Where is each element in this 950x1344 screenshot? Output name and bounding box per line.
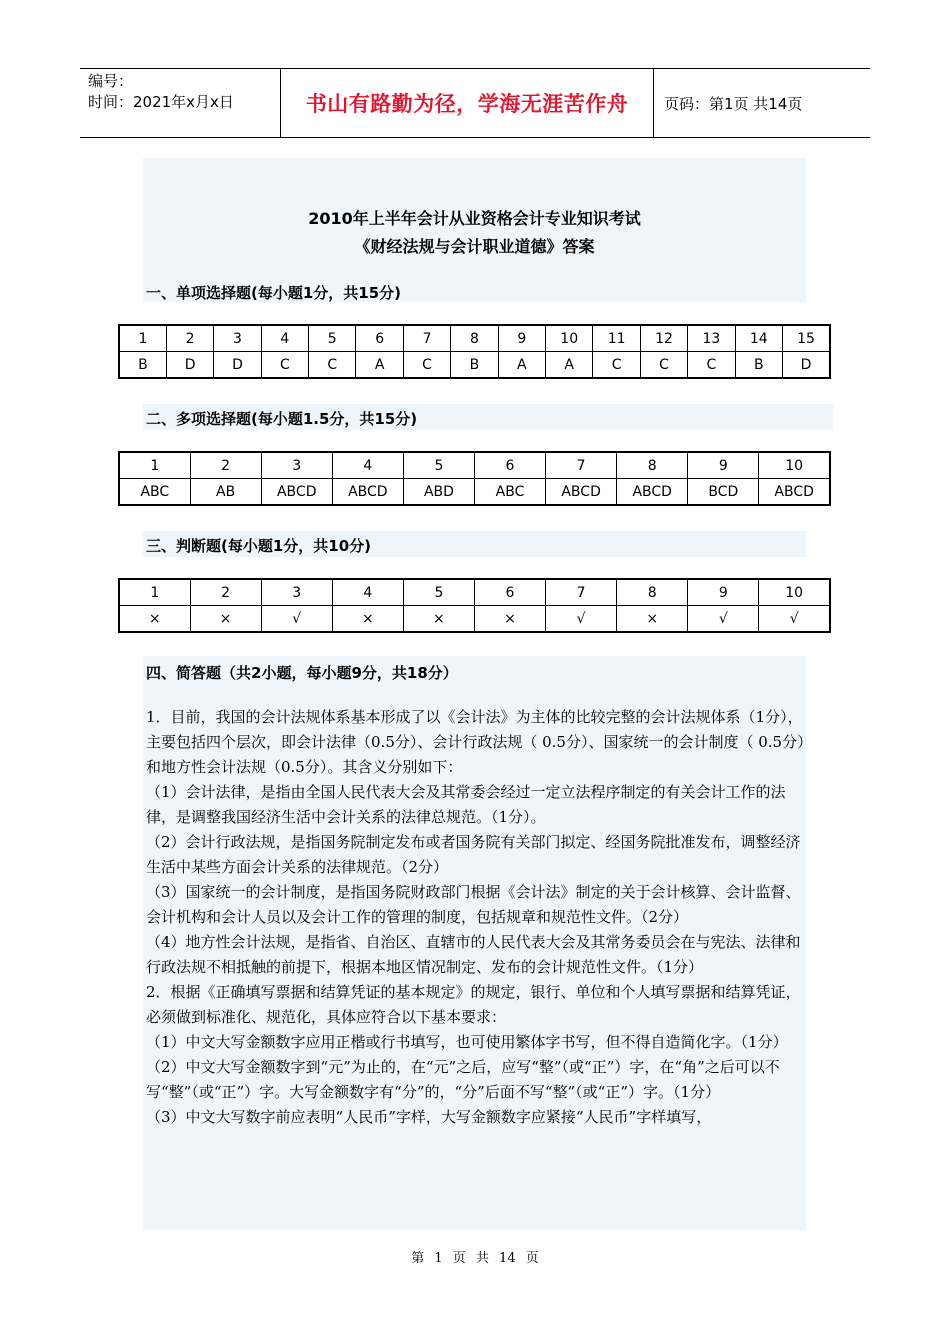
table-cell: 8 xyxy=(617,579,688,606)
table-cell: 10 xyxy=(546,325,593,352)
table-cell: 6 xyxy=(356,325,403,352)
table-cell: × xyxy=(474,606,545,633)
table-cell: 2 xyxy=(190,579,261,606)
table-cell: 5 xyxy=(403,579,474,606)
table-cell: 11 xyxy=(593,325,640,352)
table-cell: D xyxy=(166,352,213,379)
doc-title-line1: 2010年上半年会计从业资格会计专业知识考试 xyxy=(308,209,641,228)
table-cell: A xyxy=(356,352,403,379)
table-cell: A xyxy=(498,352,545,379)
section1-number-row xyxy=(119,325,830,352)
table-cell: B xyxy=(451,352,498,379)
section1-heading: 一、单项选择题(每小题1分，共15分) xyxy=(146,284,402,302)
section2-answer-row xyxy=(119,479,830,506)
table-cell: 4 xyxy=(261,325,308,352)
table-cell: 8 xyxy=(617,452,688,479)
table-cell: ABC xyxy=(119,479,190,506)
table-cell: 14 xyxy=(735,325,782,352)
table-cell: 10 xyxy=(759,579,830,606)
table-cell: C xyxy=(261,352,308,379)
table-cell: 15 xyxy=(782,325,830,352)
table-cell: ABCD xyxy=(759,479,830,506)
para-5: （4）地方性会计法规，是指省、自治区、直辖市的人民代表大会及其常务委员会在与宪法、法律和行政法规不相抵触的前提下，根据本地区情况制定、发布的会计规范性文件。（1分） xyxy=(146,933,801,976)
table-cell: 1 xyxy=(119,579,190,606)
para-4: （3）国家统一的会计制度，是指国务院财政部门根据《会计法》制定的关于会计核算、会计监督、会计机构和会计人员以及会计工作的管理的制度，包括规章和规范性文件。（2分） xyxy=(146,883,801,926)
table-cell: 1 xyxy=(119,325,166,352)
shade-title xyxy=(143,158,806,302)
section3-heading: 三、判断题(每小题1分，共10分) xyxy=(146,537,372,555)
table-cell: × xyxy=(332,606,403,633)
para-7: （1）中文大写金额数字应用正楷或行书填写，也可使用繁体字书写，但不得自造简化字。（1分） xyxy=(146,1033,788,1051)
table-cell: ABCD xyxy=(332,479,403,506)
table-cell: 13 xyxy=(688,325,735,352)
table-cell: 2 xyxy=(190,452,261,479)
section2-number-row xyxy=(119,452,830,479)
table-cell: 9 xyxy=(688,452,759,479)
para-9: （3）中文大写数字前应表明“人民币”字样，大写金额数字应紧接“人民币”字样填写， xyxy=(146,1108,712,1126)
table-cell: ABC xyxy=(474,479,545,506)
header-motto: 书山有路勤为径，学海无涯苦作舟 xyxy=(280,69,654,137)
page-footer: 第 1 页 共 14 页 xyxy=(411,1251,539,1266)
para-1: 1．目前，我国的会计法规体系基本形成了以《会计法》为主体的比较完整的会计法规体系（1分），主要包括四个层次，即会计法律（0.5分）、会计行政法规（ 0.5分）、国家统一的会计制度（ 0.5分）和地方性会计法规（0.5分）。其含义分别如下： xyxy=(146,708,805,776)
section4-heading: 四、简答题（共2小题，每小题9分，共18分） xyxy=(146,664,458,682)
table-cell: 9 xyxy=(498,325,545,352)
table-cell: 4 xyxy=(332,579,403,606)
table-cell: 7 xyxy=(546,452,617,479)
table-cell: ABD xyxy=(403,479,474,506)
table-cell: √ xyxy=(688,606,759,633)
table-cell: C xyxy=(309,352,356,379)
para-8: （2）中文大写金额数字到“元”为止的，在“元”之后，应写“整”（或“正”）字，在“角”之后可以不写“整”（或“正”）字。大写金额数字有“分”的，“分”后面不写“整”（或“正”）字。（1分） xyxy=(146,1058,780,1101)
section2-answer-table xyxy=(118,451,831,506)
table-cell: √ xyxy=(261,606,332,633)
table-cell: × xyxy=(190,606,261,633)
number-label: 编号： xyxy=(88,72,134,90)
table-cell: × xyxy=(119,606,190,633)
para-2: （1）会计法律，是指由全国人民代表大会及其常委会经过一定立法程序制定的有关会计工作的法律，是调整我国经济生活中会计关系的法律总规范。（1分）。 xyxy=(146,783,786,826)
table-cell: 12 xyxy=(640,325,687,352)
time-label: 时间：2021年x月x日 xyxy=(88,93,234,111)
table-cell: ABCD xyxy=(261,479,332,506)
header-page-label: 页码：第1页 共14页 xyxy=(664,95,803,113)
table-cell: 10 xyxy=(759,452,830,479)
table-cell: 1 xyxy=(119,452,190,479)
table-cell: × xyxy=(617,606,688,633)
doc-title-line2: 《财经法规与会计职业道德》答案 xyxy=(354,237,595,256)
table-cell: D xyxy=(214,352,261,379)
section2-heading: 二、多项选择题(每小题1.5分，共15分) xyxy=(146,410,418,428)
table-cell: A xyxy=(546,352,593,379)
table-cell: × xyxy=(403,606,474,633)
table-cell: 3 xyxy=(261,579,332,606)
table-cell: C xyxy=(593,352,640,379)
table-cell: C xyxy=(688,352,735,379)
table-cell: 4 xyxy=(332,452,403,479)
header-meta xyxy=(80,69,280,137)
table-cell: 6 xyxy=(474,579,545,606)
table-cell: ABCD xyxy=(617,479,688,506)
table-cell: √ xyxy=(546,606,617,633)
table-cell: 9 xyxy=(688,579,759,606)
page-header xyxy=(80,68,870,138)
table-cell: AB xyxy=(190,479,261,506)
table-cell: 7 xyxy=(546,579,617,606)
section3-number-row xyxy=(119,579,830,606)
table-cell: 5 xyxy=(403,452,474,479)
table-cell: √ xyxy=(759,606,830,633)
table-cell: 2 xyxy=(166,325,213,352)
table-cell: B xyxy=(119,352,166,379)
table-cell: D xyxy=(782,352,830,379)
table-cell: 6 xyxy=(474,452,545,479)
section1-answer-row xyxy=(119,352,830,379)
section3-answer-table xyxy=(118,578,831,633)
para-6: 2．根据《正确填写票据和结算凭证的基本规定》的规定，银行、单位和个人填写票据和结算凭证，必须做到标准化、规范化，具体应符合以下基本要求： xyxy=(146,983,801,1026)
table-cell: 5 xyxy=(309,325,356,352)
section1-answer-table xyxy=(118,324,831,379)
table-cell: C xyxy=(640,352,687,379)
table-cell: 3 xyxy=(214,325,261,352)
table-cell: 7 xyxy=(403,325,450,352)
section4-body xyxy=(146,705,808,1130)
table-cell: 3 xyxy=(261,452,332,479)
para-3: （2）会计行政法规，是指国务院制定发布或者国务院有关部门拟定、经国务院批准发布，调整经济生活中某些方面会计关系的法律规范。（2分） xyxy=(146,833,801,876)
section3-answer-row xyxy=(119,606,830,633)
table-cell: 8 xyxy=(451,325,498,352)
table-cell: BCD xyxy=(688,479,759,506)
table-cell: C xyxy=(403,352,450,379)
table-cell: ABCD xyxy=(546,479,617,506)
table-cell: B xyxy=(735,352,782,379)
